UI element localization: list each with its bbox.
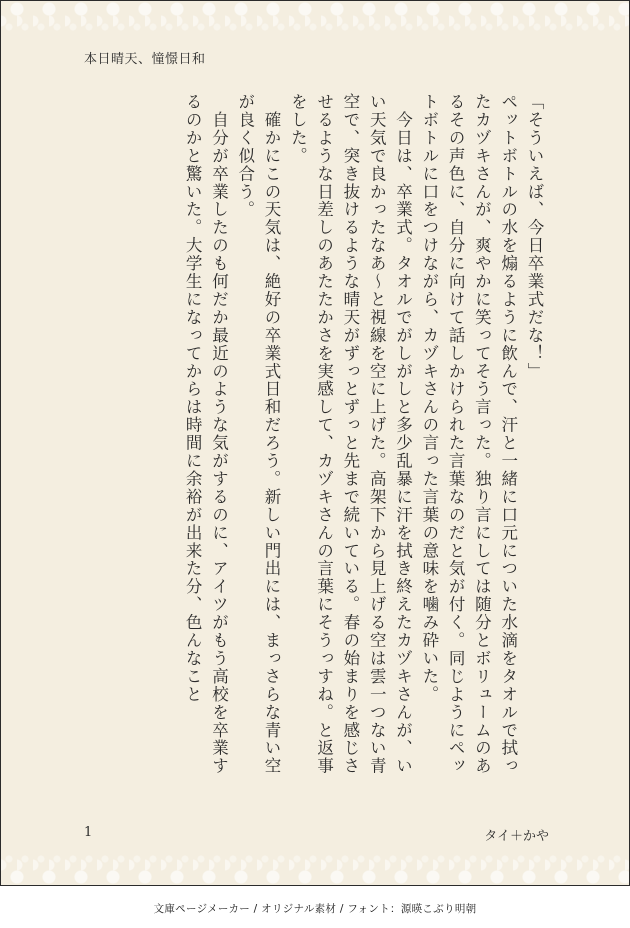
paragraph: ペットボトルの水を煽るように飲んで、汗と一緒に口元についた水滴をタオルで拭ったカヅキさんが、爽やかに笑ってそう言った。独り言にしては随分とボリュームのあるその声色に、自分に向けて話しかけられた言葉なのだと気が付く。同じようにペットボトルに口をつけながら、カヅキさんの言った言葉の意味を噛み砕いた。	[419, 93, 518, 776]
credit-line: 文庫ページメーカー / オリジナル素材 / フォント：源暎こぶり明朝	[153, 903, 477, 915]
paragraph: 確かにこの天気は、絶好の卒業式日和だろう。新しい門出には、まっさらな青い空が良く似合う。	[235, 93, 282, 776]
paragraph: 自分が卒業したのも何だか最近のような気がするのに、アイツがもう高校を卒業するのかと驚いた。大学生になってからは時間に余裕が出来た分、色んなこと	[183, 93, 229, 776]
page-number: 1	[84, 825, 93, 840]
page-header-title: 本日晴天、憧憬日和	[84, 52, 206, 67]
lace-border-top	[1, 1, 629, 31]
lace-border-bottom	[1, 855, 629, 885]
vertical-body-text	[73, 93, 547, 791]
paragraph: 「そういえば、今日卒業式だな！」	[525, 93, 544, 381]
paragraph: 今日は、卒業式。タオルでがしがしと多少乱暴に汗を拭き終えたカヅキさんが、いい天気で良かったなあ～と視線を空に上げた。高架下から見上げる空は雲一つない青空で、突き抜けるような晴天がずっとずっと先まで続いている。春の始まりを感じさせるような日差しのあたたかさを実感して、カヅキさんの言葉にそうっすね。と返事をした。	[288, 93, 413, 776]
author-name: タイ＋かや	[484, 829, 549, 844]
